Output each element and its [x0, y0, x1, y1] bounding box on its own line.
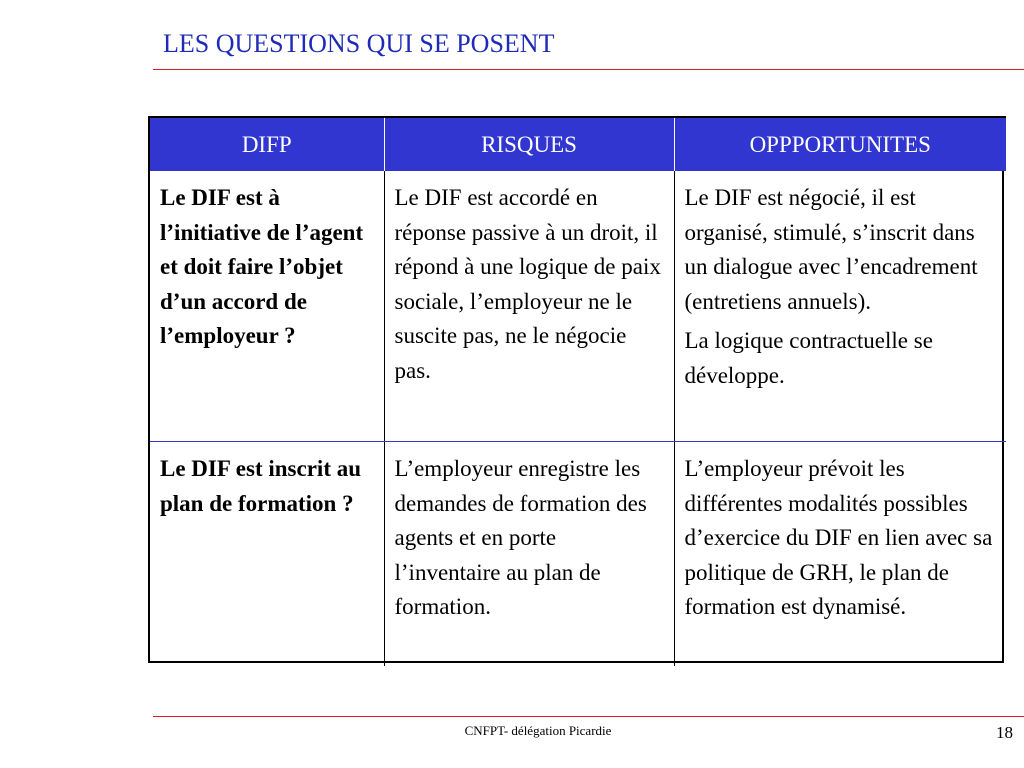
header-opportunites: OPPPORTUNITES: [674, 117, 1006, 171]
risques-cell: L’employeur enregistre les demandes de formation des agents et en porte l’inventaire au plan de formation.: [384, 442, 674, 667]
opportunites-cell: [674, 442, 1006, 667]
title-divider: [153, 69, 1024, 70]
footer-caption: CNFPT- délégation Picardie: [464, 723, 612, 738]
opportunites-paragraph: L’employeur prévoit les différentes modalités possibles d’exercice du DIF en lien avec sa politique de GRH, le plan de formation est dynamisé.: [684, 456, 993, 619]
opportunites-paragraph: Le DIF est négocié, il est organisé, stimulé, s’inscrit dans un dialogue avec l’encadrement (entretiens annuels).: [684, 185, 978, 314]
risques-cell: Le DIF est accordé en réponse passive à un droit, il répond à une logique de paix sociale, l’employeur ne le suscite pas, ne le négocie pas.: [384, 171, 674, 442]
footer-divider: [153, 716, 1024, 717]
opportunites-cell: [674, 171, 1006, 442]
opportunites-paragraph: La logique contractuelle se développe.: [684, 328, 933, 388]
table-row: [150, 442, 1006, 667]
question-cell: Le DIF est à l’initiative de l’agent et doit faire l’objet d’un accord de l’employeur ?: [150, 171, 384, 442]
slide-title: LES QUESTIONS QUI SE POSENT: [163, 29, 555, 58]
question-cell: Le DIF est inscrit au plan de formation ?: [150, 442, 384, 667]
table-row: [150, 171, 1006, 442]
page-number: 18: [996, 723, 1013, 742]
header-risques: RISQUES: [384, 117, 674, 171]
table-header-row: [150, 117, 1006, 171]
comparison-table: [148, 116, 1004, 663]
header-difp: DIFP: [150, 117, 384, 171]
